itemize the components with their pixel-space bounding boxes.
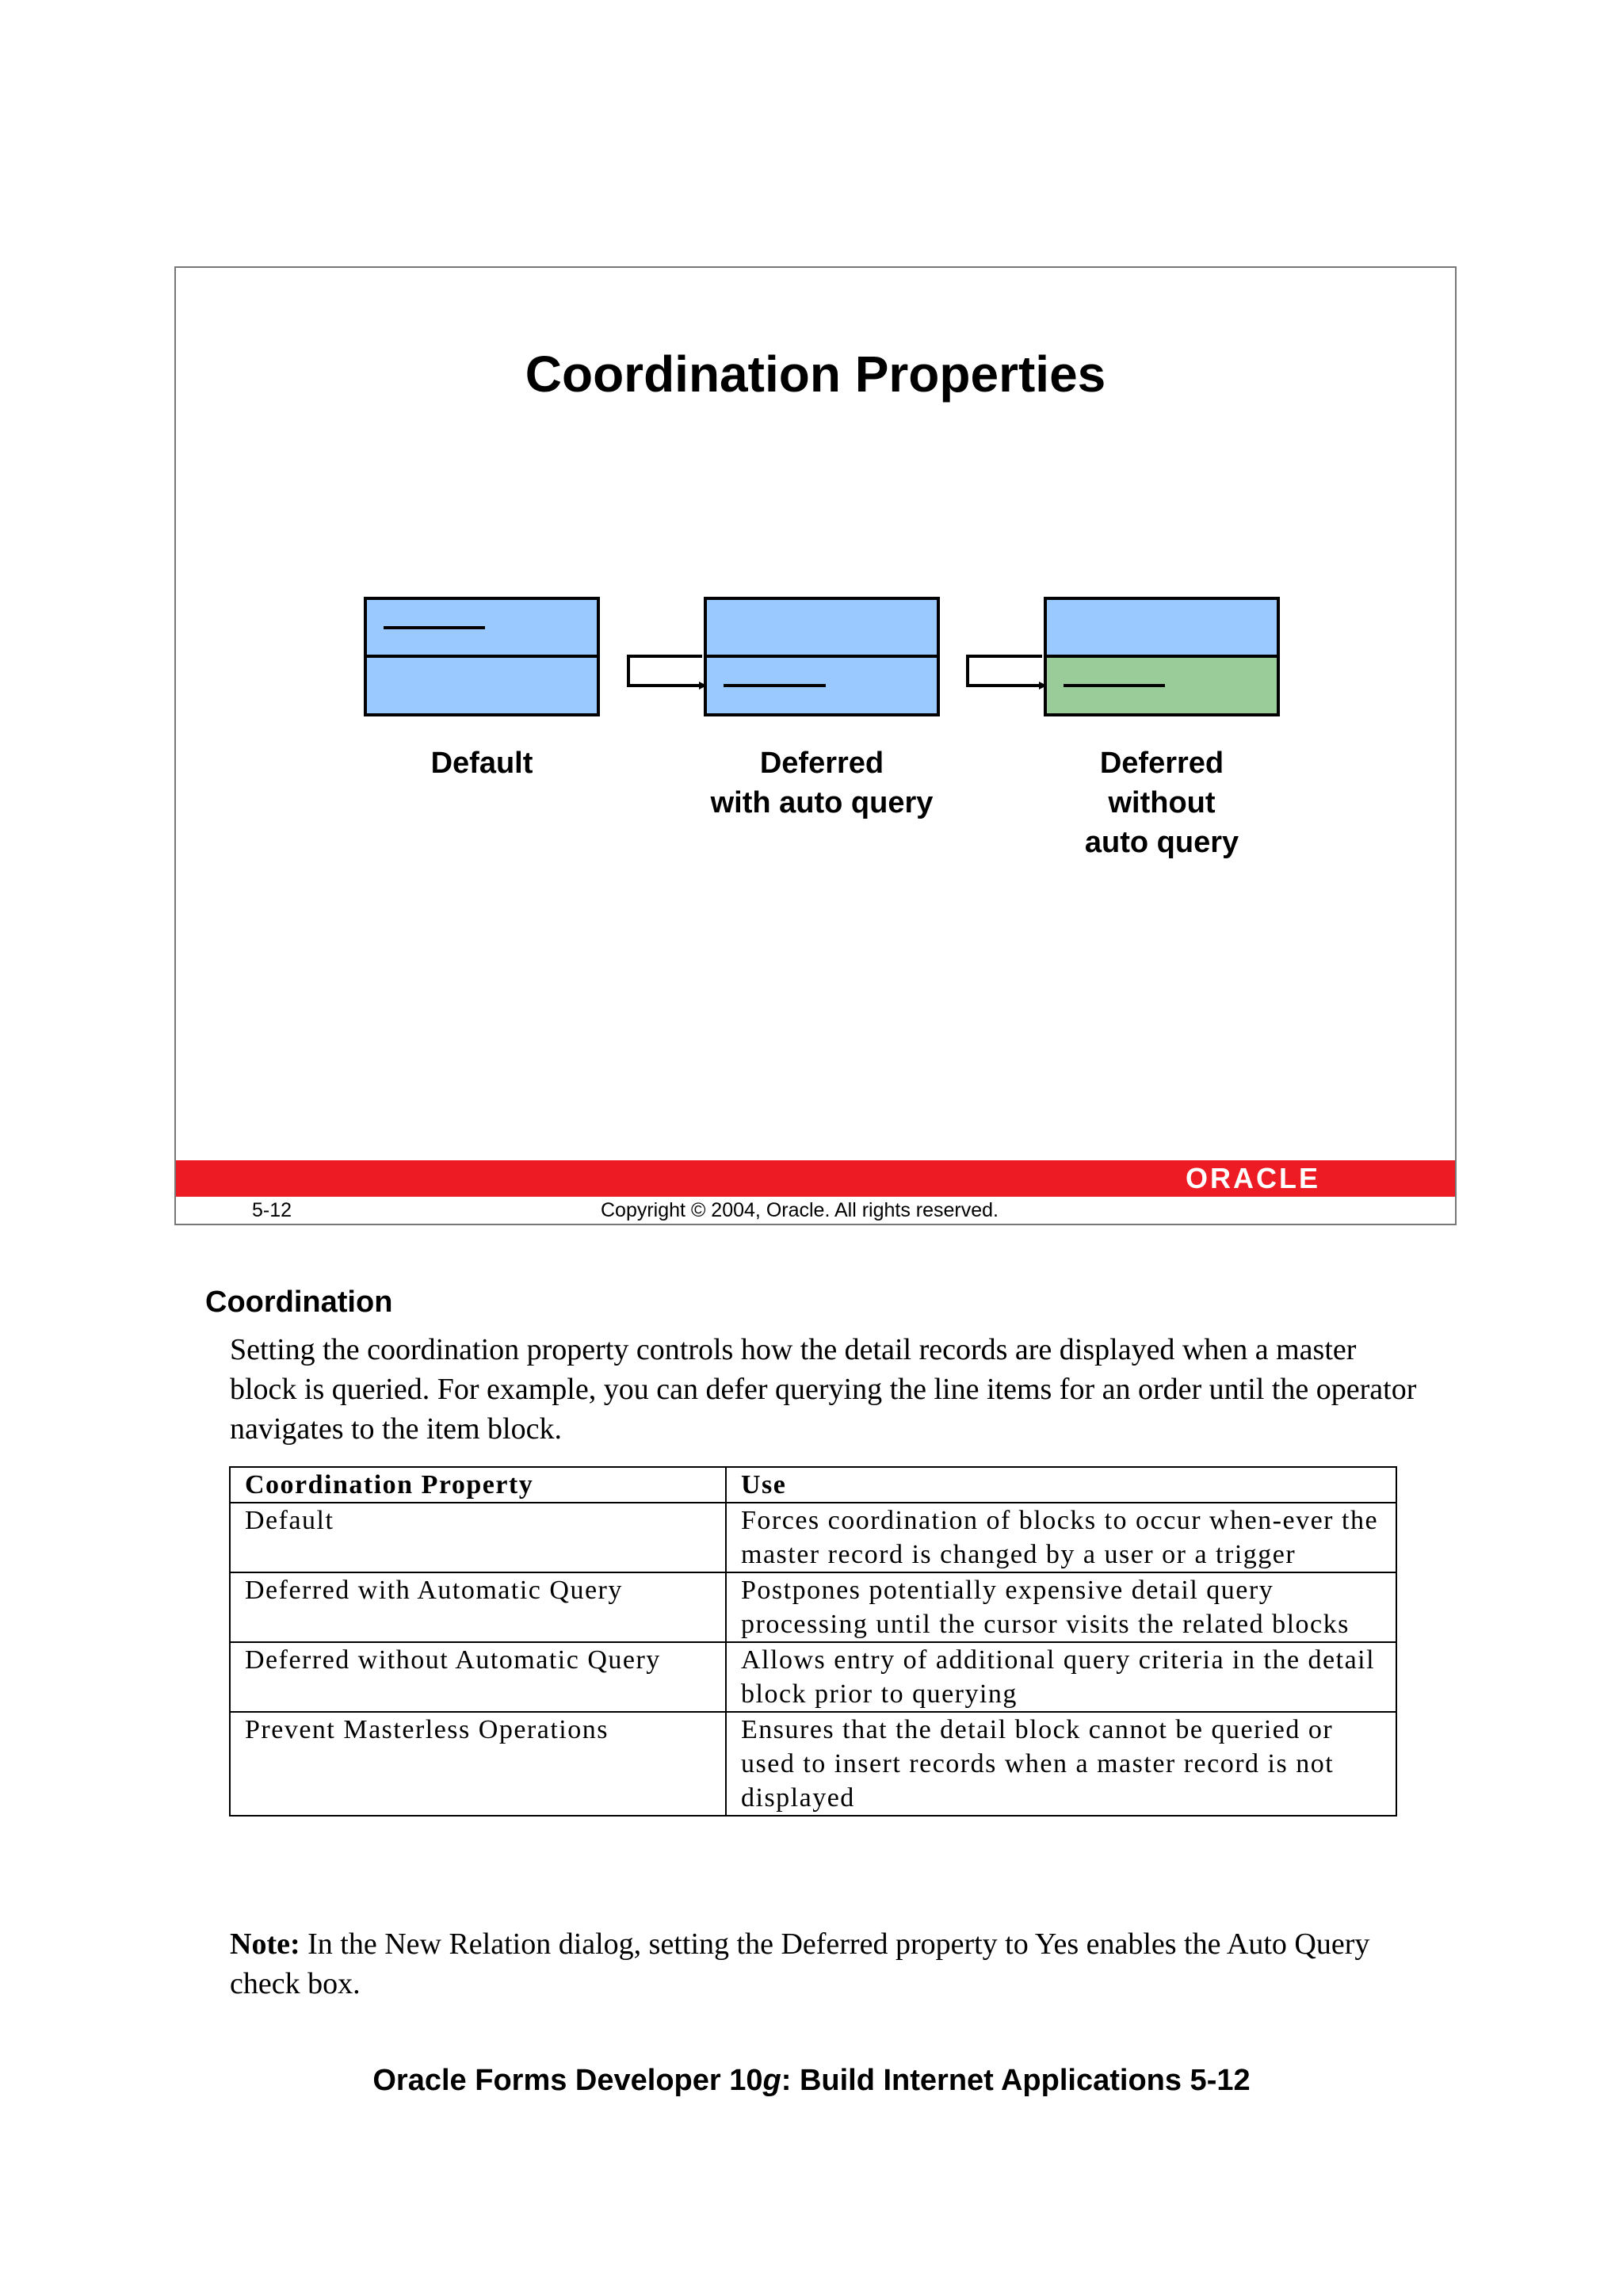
coordination-diagram [176, 268, 1455, 1140]
section-heading: Coordination [205, 1286, 393, 1319]
slide [174, 266, 1457, 1225]
intro-paragraph: Setting the coordination property controls how the detail records are displayed when a master block is queried. For example, you can defer querying the line items for an order until the operator navigates to the item block. [230, 1333, 1417, 1446]
table-cell-use: Ensures that the detail block cannot be queried or used to insert records when a master record is not displayed [726, 1712, 1396, 1816]
table-cell-use: Postpones potentially expensive detail query processing until the cursor visits the related blocks [726, 1572, 1396, 1642]
block-deferred-no-auto-master [1045, 598, 1278, 656]
table-row [230, 1572, 1396, 1642]
table-cell-property: Default [230, 1503, 726, 1572]
table-header-use: Use [726, 1467, 1396, 1503]
block-default-detail [365, 656, 598, 715]
oracle-brand-bar [176, 1160, 1455, 1197]
table-cell-use: Allows entry of additional query criteria in the detail block prior to querying [726, 1642, 1396, 1712]
table-cell-property: Deferred with Automatic Query [230, 1572, 726, 1642]
page-footer [0, 2061, 1623, 2100]
table-cell-property: Deferred without Automatic Query [230, 1642, 726, 1712]
note-label: Note: [230, 1927, 300, 1961]
copyright-notice: Copyright © 2004, Oracle. All rights reserved. [601, 1199, 999, 1221]
table-row [230, 1503, 1396, 1572]
table-header-property: Coordination Property [230, 1467, 726, 1503]
block-deferred-no-auto [1045, 598, 1278, 715]
slide-number: 5-12 [252, 1199, 292, 1221]
note-paragraph [230, 1924, 1403, 2004]
table-header-row [230, 1467, 1396, 1503]
slide-title: Coordination Properties [525, 346, 1106, 403]
footer-text-end: : Build Internet Applications 5-12 [781, 2064, 1251, 2097]
table-row [230, 1642, 1396, 1712]
block-deferred-auto [705, 598, 938, 715]
note-text: In the New Relation dialog, setting the Deferred property to Yes enables the Auto Query check box. [230, 1927, 1370, 2000]
block-default [365, 598, 598, 715]
oracle-logo: ORACLE [1186, 1162, 1320, 1194]
diagram-label-deferred-no-auto: Deferred without auto query [1084, 747, 1239, 859]
table-cell-property: Prevent Masterless Operations [230, 1712, 726, 1816]
relation-connector-1 [628, 656, 707, 690]
footer-text-italic: g [762, 2064, 781, 2097]
diagram-label-deferred-auto: Deferred with auto query [710, 747, 934, 819]
coordination-table [229, 1466, 1397, 1817]
table-cell-use: Forces coordination of blocks to occur when-ever the master record is changed by a user or a trigger [726, 1503, 1396, 1572]
footer-text-start: Oracle Forms Developer 10 [372, 2064, 763, 2097]
block-deferred-auto-master [705, 598, 938, 656]
table-row [230, 1712, 1396, 1816]
slide-footer [176, 1197, 1455, 1224]
relation-connector-2 [968, 656, 1047, 690]
diagram-label-default: Default [430, 747, 533, 780]
